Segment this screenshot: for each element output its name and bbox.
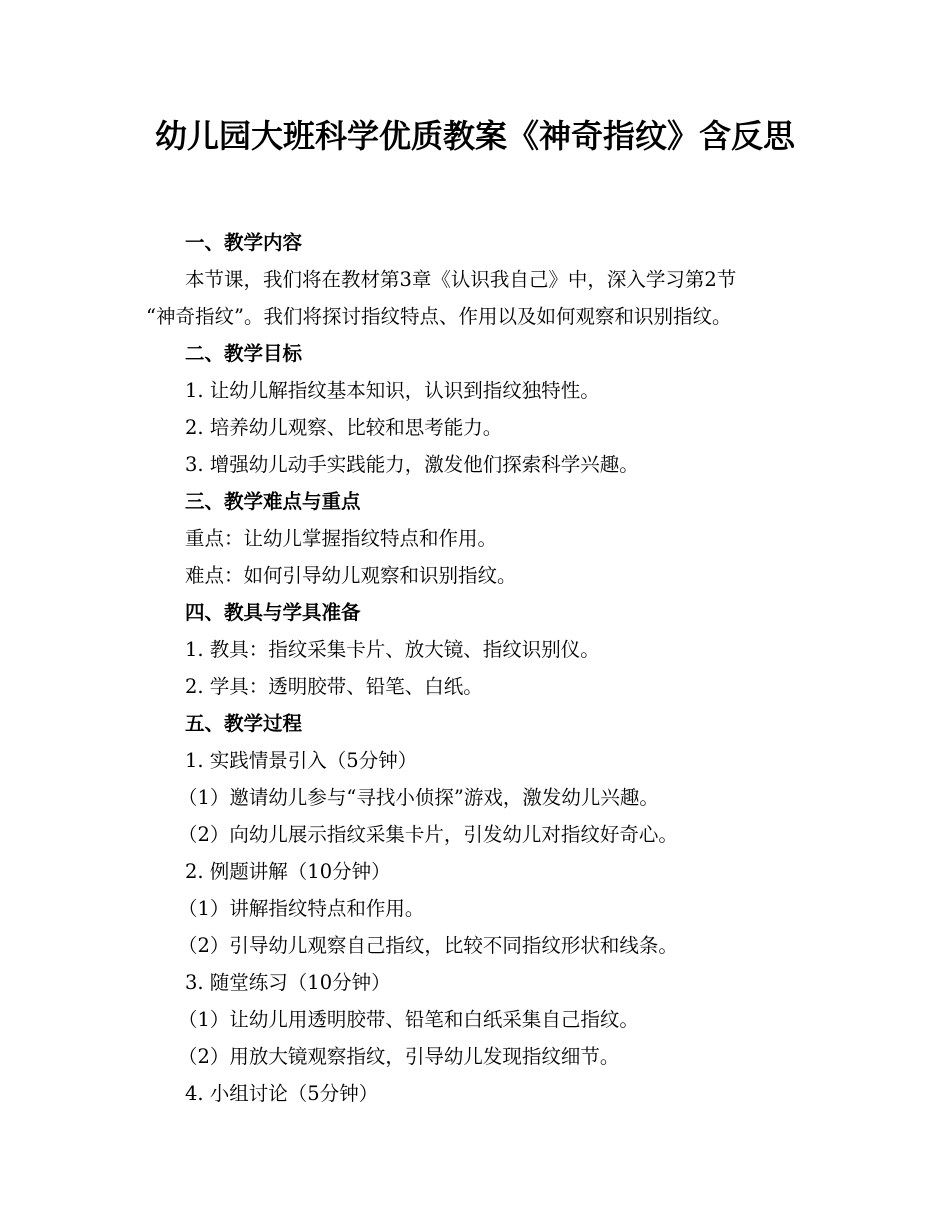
list-item: 重点：让幼儿掌握指纹特点和作用。 [185,527,498,550]
list-item: （2）引导幼儿观察自己指纹，比较不同指纹形状和线条。 [178,934,678,957]
list-item: 2. 学具：透明胶带、铅笔、白纸。 [185,675,483,698]
list-item: （1）讲解指纹特点和作用。 [178,897,425,920]
section-heading-process: 五、教学过程 [185,712,303,735]
list-item: （2）向幼儿展示指纹采集卡片，引发幼儿对指纹好奇心。 [178,823,678,846]
list-item: 3. 增强幼儿动手实践能力，激发他们探索科学兴趣。 [185,453,639,476]
list-item: 1. 教具：指纹采集卡片、放大镜、指纹识别仪。 [185,638,600,661]
section-heading-materials: 四、教具与学具准备 [185,601,361,624]
paragraph-line: “神奇指纹”。我们将探讨指纹特点、作用以及如何观察和识别指纹。 [146,305,732,328]
list-item: 3. 随堂练习（10分钟） [185,971,391,994]
list-item: 2. 例题讲解（10分钟） [185,860,391,883]
list-item: 2. 培养幼儿观察、比较和思考能力。 [185,416,503,439]
list-item: （1）让幼儿用透明胶带、铅笔和白纸采集自己指纹。 [178,1008,639,1031]
list-item: 1. 实践情景引入（5分钟） [185,749,418,772]
section-heading-objectives: 二、教学目标 [185,342,303,365]
list-item: 1. 让幼儿解指纹基本知识，认识到指纹独特性。 [185,379,600,402]
list-item: （1）邀请幼儿参与“寻找小侦探”游戏，激发幼儿兴趣。 [178,786,659,809]
list-item: 4. 小组讨论（5分钟） [185,1082,379,1105]
list-item: 难点：如何引导幼儿观察和识别指纹。 [185,564,517,587]
paragraph-line: 本节课，我们将在教材第3章《认识我自己》中，深入学习第2节 [185,268,737,291]
list-item: （2）用放大镜观察指纹，引导幼儿发现指纹细节。 [178,1045,620,1068]
section-heading-key-points: 三、教学难点与重点 [185,490,361,513]
document-title: 幼儿园大班科学优质教案《神奇指纹》含反思 [154,117,795,155]
section-heading-content: 一、教学内容 [185,231,303,254]
